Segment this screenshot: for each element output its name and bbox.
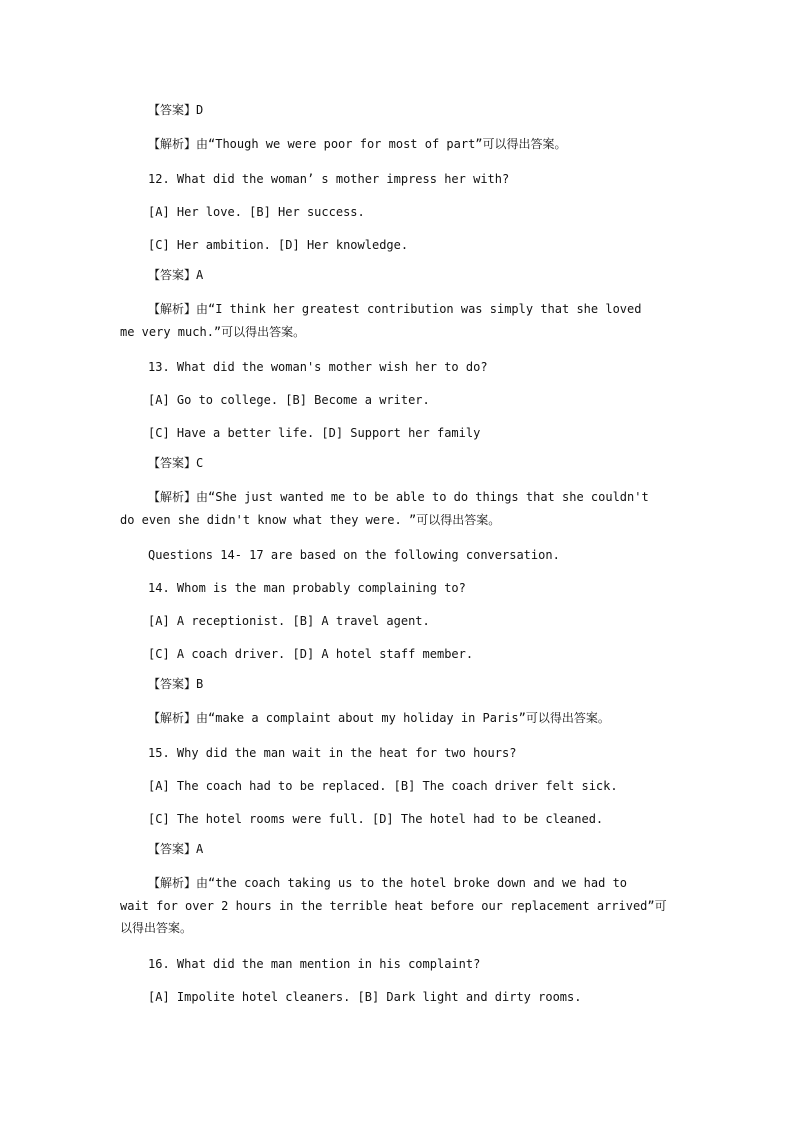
analysis-15-line-2: wait for over 2 hours in the terrible heat before our replacement arrived”可: [120, 899, 667, 913]
analysis-15-line-1: 【解析】由“the coach taking us to the hotel broke down and we had to: [148, 876, 628, 890]
option-14-ab: [A] A receptionist. [B] A travel agent.: [148, 614, 430, 628]
option-12-cd: [C] Her ambition. [D] Her knowledge.: [148, 238, 409, 252]
answer-12: 【答案】A: [148, 268, 204, 282]
answer-15: 【答案】A: [148, 842, 204, 856]
question-13: 13. What did the woman's mother wish her to do?: [148, 360, 488, 374]
question-16: 16. What did the man mention in his complaint?: [148, 957, 481, 971]
option-13-cd: [C] Have a better life. [D] Support her family: [148, 426, 481, 440]
question-15: 15. Why did the man wait in the heat for two hours?: [148, 746, 517, 760]
option-16-ab: [A] Impolite hotel cleaners. [B] Dark light and dirty rooms.: [148, 990, 582, 1004]
section-heading: Questions 14- 17 are based on the following conversation.: [148, 548, 560, 562]
analysis-11: 【解析】由“Though we were poor for most of part”可以得出答案。: [148, 137, 567, 151]
analysis-13-line-1: 【解析】由“She just wanted me to be able to do things that she couldn't: [148, 490, 649, 504]
analysis-13-line-2: do even she didn't know what they were. ”可以得出答案。: [120, 513, 501, 527]
option-12-ab: [A] Her love. [B] Her success.: [148, 205, 365, 219]
option-15-cd: [C] The hotel rooms were full. [D] The hotel had to be cleaned.: [148, 812, 604, 826]
answer-11: 【答案】D: [148, 103, 204, 117]
option-13-ab: [A] Go to college. [B] Become a writer.: [148, 393, 430, 407]
analysis-12-line-2: me very much.”可以得出答案。: [120, 325, 306, 339]
option-15-ab: [A] The coach had to be replaced. [B] The coach driver felt sick.: [148, 779, 618, 793]
analysis-12-line-1: 【解析】由“I think her greatest contribution was simply that she loved: [148, 302, 642, 316]
question-14: 14. Whom is the man probably complaining to?: [148, 581, 466, 595]
analysis-14: 【解析】由“make a complaint about my holiday in Paris”可以得出答案。: [148, 711, 610, 725]
option-14-cd: [C] A coach driver. [D] A hotel staff member.: [148, 647, 474, 661]
answer-14: 【答案】B: [148, 677, 204, 691]
answer-13: 【答案】C: [148, 456, 204, 470]
question-12: 12. What did the woman’ s mother impress her with?: [148, 172, 510, 186]
analysis-15-line-3: 以得出答案。: [120, 921, 193, 935]
